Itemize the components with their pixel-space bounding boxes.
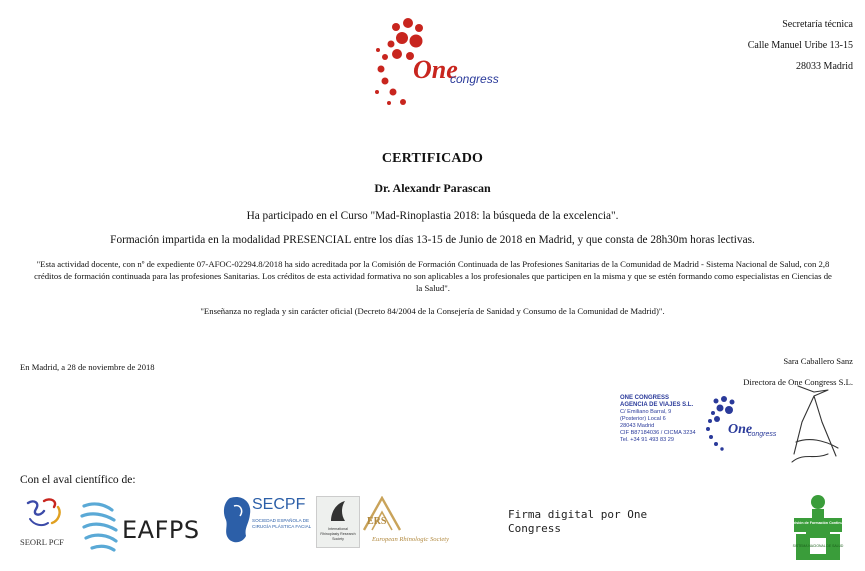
secpf-sub-1: SOCIEDAD ESPAÑOLA DE: [252, 518, 310, 523]
stamp-line-6: CIF B87184036 / CICMA 3234: [620, 430, 696, 436]
digital-signature: Firma digital por One Congress: [508, 508, 648, 535]
logo-congress-text: congress: [450, 72, 499, 86]
ers-sub: European Rhinologic Society: [372, 536, 450, 543]
aval-label: Con el aval científico de:: [20, 474, 136, 486]
signer-name: Sara Caballero Sanz: [783, 356, 853, 366]
rrs-logo: [316, 496, 360, 548]
stamp-line-2: AGENCIA DE VIAJES S.L.: [620, 402, 694, 408]
legal-note: "Enseñanza no reglada y sin carácter oficial (Decreto 84/2004 de la Consejería de Sanidad y Consumo de la Comunidad de Madrid)".: [200, 306, 665, 316]
stamp-logo-icon: [702, 393, 777, 453]
handwritten-signature: [784, 382, 844, 467]
rrs-sub-1: International: [328, 527, 348, 531]
participation-line: Ha participado en el Curso "Mad-Rinoplastia 2018: la búsqueda de la excelencia".: [246, 210, 619, 222]
stamp-text: [620, 395, 696, 444]
one-congress-logo: [372, 14, 522, 119]
seorl-logo: [20, 497, 70, 549]
accreditation-paragraph: "Esta actividad docente, con nº de expediente 07-AFOC-02294.8/2018 ha sido acreditada por la Comisión de Formación Continuada de las Profesiones Sanitarias de la Comunidad de Madrid - Sistema Nacional de Salud, con 2,8 créditos de formación continuada para las profesiones Sanitarias. Los créditos de esta actividad formativa no son aplicables a los profesionales que participen en la misma y que se estén formando como especialistas en Ciencias de la Salud".: [34, 259, 832, 293]
rrs-sub-2: Rhinoplasty Research: [320, 532, 356, 536]
stamp-line-5: 28043 Madrid: [620, 423, 655, 429]
cfc-top-label: Comisión de Formación Continuada: [787, 521, 849, 525]
stamp-congress-text: congress: [748, 431, 777, 438]
stamp-one-text: One: [728, 422, 753, 437]
stamp-line-4: (Posterior) Local 6: [620, 416, 666, 422]
cfc-side-label: SISTEMA NACIONAL DE SALUD: [792, 544, 844, 548]
company-stamp: [620, 393, 780, 458]
secpf-sub-2: CIRUGÍA PLÁSTICA FACIAL: [252, 524, 312, 529]
secretaria-title: Secretaría técnica: [782, 19, 853, 30]
training-line: Formación impartida en la modalidad PRESENCIAL entre los días 13-15 de Junio de 2018 en Madrid, y que consta de 28h30m horas lectivas.: [110, 234, 755, 246]
rrs-label: [317, 527, 359, 542]
secretaria-city: 28033 Madrid: [796, 61, 853, 72]
eafps-logo: [78, 500, 213, 552]
recipient-name: Dr. Alexandr Parascan: [374, 181, 491, 195]
cfc-logo: [786, 494, 850, 566]
stamp-line-3: C/ Emiliano Barral, 9: [620, 409, 672, 415]
ers-label: ERS: [367, 516, 387, 527]
ers-logo: [362, 496, 484, 548]
stamp-line-7: Tel. +34 91 493 83 29: [620, 437, 674, 443]
secretaria-street: Calle Manuel Uribe 13-15: [747, 40, 853, 51]
seorl-label: SEORL PCF: [20, 537, 64, 547]
rrs-sub-3: Society: [332, 537, 344, 541]
stamp-line-1: ONE CONGRESS: [620, 395, 670, 401]
certificate-title: CERTIFICADO: [381, 151, 484, 166]
secretaria-block: [748, 14, 853, 77]
secpf-label: SECPF: [252, 496, 306, 513]
secpf-logo: [222, 494, 314, 549]
signer-role: Directora de One Congress S.L.: [743, 377, 853, 387]
eafps-label: EAFPS: [122, 516, 200, 544]
place-date: En Madrid, a 28 de noviembre de 2018: [20, 362, 155, 372]
logo-one-text: One: [413, 55, 458, 84]
